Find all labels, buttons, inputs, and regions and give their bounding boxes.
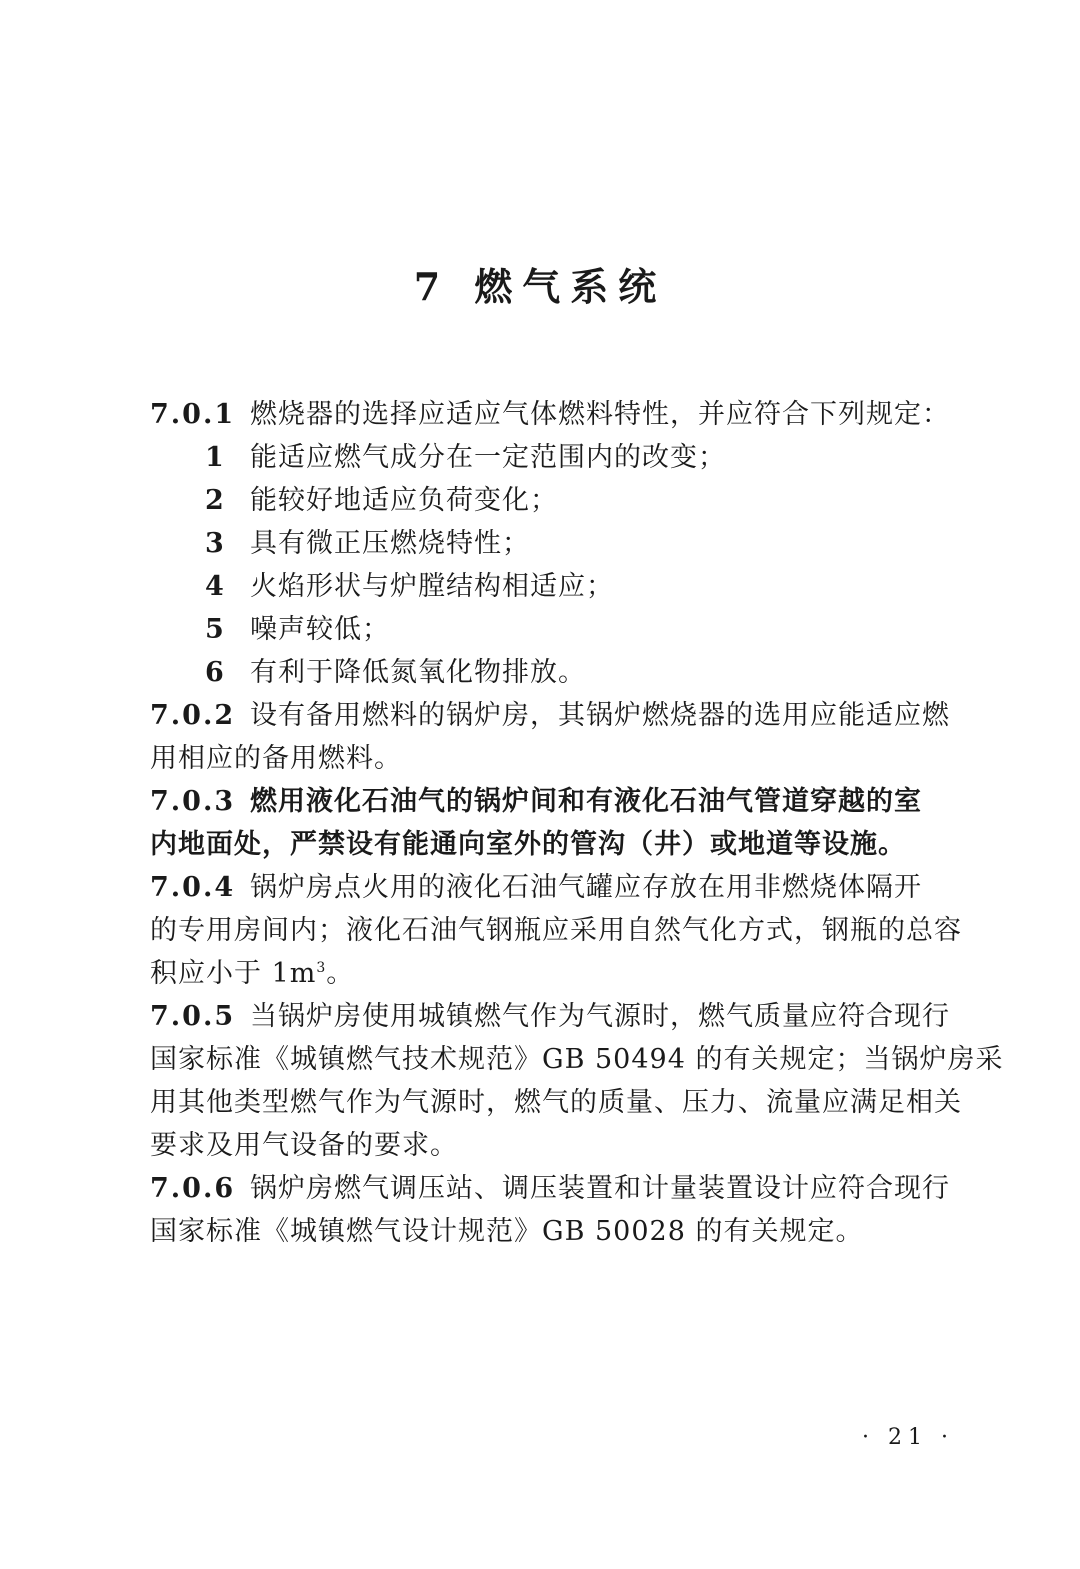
item-text: 能较好地适应负荷变化； bbox=[250, 485, 558, 516]
item-number: 6 bbox=[205, 657, 225, 688]
clause-continuation bbox=[150, 1040, 1004, 1080]
item-text: 噪声较低； bbox=[250, 614, 390, 645]
item-text: 能适应燃气成分在一定范围内的改变； bbox=[250, 442, 726, 473]
chapter-name: 燃气系统 bbox=[474, 264, 667, 309]
item-number: 3 bbox=[205, 528, 225, 559]
clause-7-0-5 bbox=[150, 997, 960, 1037]
list-item bbox=[205, 481, 1015, 521]
item-number: 4 bbox=[205, 571, 225, 602]
clause-continuation bbox=[150, 1126, 960, 1166]
clause-text: 用相应的备用燃料。 bbox=[150, 743, 402, 774]
chapter-title bbox=[0, 262, 1080, 312]
page-number: · 21 · bbox=[862, 1425, 954, 1450]
clause-text: 锅炉房燃气调压站、调压装置和计量装置设计应符合现行 bbox=[250, 1173, 950, 1204]
clause-continuation bbox=[150, 825, 960, 865]
clause-text: 当锅炉房使用城镇燃气作为气源时，燃气质量应符合现行 bbox=[250, 1001, 950, 1032]
list-item bbox=[205, 610, 1015, 650]
clause-7-0-2 bbox=[150, 696, 960, 736]
clause-7-0-3 bbox=[150, 782, 960, 822]
item-text: 具有微正压燃烧特性； bbox=[250, 528, 530, 559]
clause-7-0-4 bbox=[150, 868, 960, 908]
item-text: 火焰形状与炉膛结构相适应； bbox=[250, 571, 614, 602]
item-text: 有利于降低氮氧化物排放。 bbox=[250, 657, 586, 688]
clause-number: 7.0.5 bbox=[150, 1001, 236, 1032]
clause-number: 7.0.6 bbox=[150, 1173, 236, 1204]
clause-continuation bbox=[150, 1083, 960, 1123]
clause-number: 7.0.1 bbox=[150, 399, 236, 430]
clause-continuation bbox=[150, 954, 960, 994]
clause-text: 燃烧器的选择应适应气体燃料特性，并应符合下列规定： bbox=[250, 399, 950, 430]
clause-text: 燃用液化石油气的锅炉间和有液化石油气管道穿越的室 bbox=[250, 786, 922, 817]
clause-number: 7.0.4 bbox=[150, 872, 236, 903]
chapter-number: 7 bbox=[413, 264, 441, 309]
clause-continuation bbox=[150, 1212, 960, 1252]
clause-text: 设有备用燃料的锅炉房，其锅炉燃烧器的选用应能适应燃 bbox=[250, 700, 950, 731]
clause-number: 7.0.3 bbox=[150, 786, 236, 817]
clause-7-0-6 bbox=[150, 1169, 960, 1209]
clause-text: 国家标准《城镇燃气设计规范》GB 50028 的有关规定。 bbox=[150, 1216, 864, 1247]
clause-text: 积应小于 1m bbox=[150, 958, 317, 989]
clause-7-0-1 bbox=[150, 395, 960, 435]
list-item bbox=[205, 567, 1015, 607]
clause-text: 的专用房间内；液化石油气钢瓶应采用自然气化方式，钢瓶的总容 bbox=[150, 915, 962, 946]
clause-text: 。 bbox=[326, 958, 355, 989]
clause-text: 国家标准《城镇燃气技术规范》GB 50494 的有关规定；当锅炉房采 bbox=[150, 1044, 1004, 1075]
list-item bbox=[205, 653, 1015, 693]
clause-number: 7.0.2 bbox=[150, 700, 236, 731]
clause-continuation bbox=[150, 739, 960, 779]
item-number: 5 bbox=[205, 614, 225, 645]
item-number: 1 bbox=[205, 442, 225, 473]
list-item bbox=[205, 438, 1015, 478]
item-number: 2 bbox=[205, 485, 225, 516]
clause-continuation bbox=[150, 911, 960, 951]
list-item bbox=[205, 524, 1015, 564]
clause-text: 要求及用气设备的要求。 bbox=[150, 1130, 458, 1161]
clause-text: 锅炉房点火用的液化石油气罐应存放在用非燃烧体隔开 bbox=[250, 872, 922, 903]
superscript: 3 bbox=[316, 960, 327, 976]
clause-text: 内地面处，严禁设有能通向室外的管沟（井）或地道等设施。 bbox=[150, 829, 906, 860]
clause-text: 用其他类型燃气作为气源时，燃气的质量、压力、流量应满足相关 bbox=[150, 1087, 962, 1118]
